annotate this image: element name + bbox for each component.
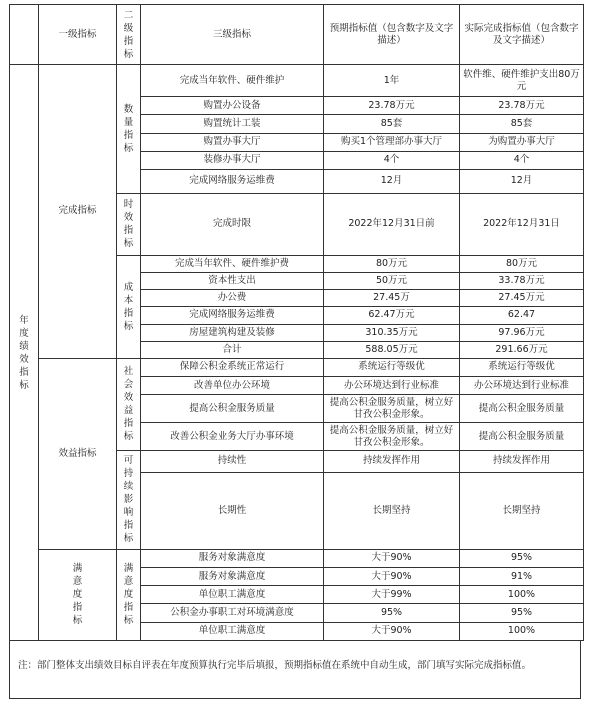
level3-indicator: 完成网络服务运维费 bbox=[141, 307, 324, 324]
table-row bbox=[10, 358, 584, 376]
header-level3: 三级指标 bbox=[141, 5, 324, 65]
level2-satisfaction: 满意度指标 bbox=[117, 549, 141, 640]
actual-value: 80万元 bbox=[460, 255, 584, 272]
target-value: 80万元 bbox=[324, 255, 460, 272]
level3-indicator: 单位职工满意度 bbox=[141, 586, 324, 604]
table-row bbox=[10, 549, 584, 567]
actual-value: 提高公积金服务质量 bbox=[460, 423, 584, 451]
actual-value: 23.78万元 bbox=[460, 97, 584, 115]
actual-value: 2022年12月31日 bbox=[460, 193, 584, 255]
actual-value: 100% bbox=[460, 622, 584, 640]
level3-indicator: 改善公积金业务大厅办事环境 bbox=[141, 423, 324, 451]
actual-value: 持续发挥作用 bbox=[460, 451, 584, 473]
actual-value: 办公环境达到行业标准 bbox=[460, 377, 584, 395]
level3-indicator: 提高公积金服务质量 bbox=[141, 395, 324, 423]
actual-value: 27.45万元 bbox=[460, 290, 584, 307]
header-actual-value: 实际完成指标值（包含数字及文字描述） bbox=[460, 5, 584, 65]
target-value: 大于90% bbox=[324, 622, 460, 640]
actual-value: 提高公积金服务质量 bbox=[460, 395, 584, 423]
level3-indicator: 改善单位办公环境 bbox=[141, 377, 324, 395]
target-value: 1年 bbox=[324, 65, 460, 97]
footnote: 注：部门整体支出绩效目标自评表在年度预算执行完毕后填报，预期指标值在系统中自动生成，部门填写实际完成指标值。 bbox=[9, 641, 581, 699]
actual-value: 系统运行等级优 bbox=[460, 358, 584, 376]
actual-value: 33.78万元 bbox=[460, 273, 584, 290]
target-value: 办公环境达到行业标准 bbox=[324, 377, 460, 395]
target-value: 提高公积金服务质量，树立好甘孜公积金形象。 bbox=[324, 423, 460, 451]
level3-indicator: 购置办事大厅 bbox=[141, 133, 324, 151]
level2-sustainable: 可持续影响指标 bbox=[117, 451, 141, 550]
actual-value: 95% bbox=[460, 604, 584, 622]
performance-indicator-table bbox=[9, 4, 584, 641]
level2-quantity: 数量指标 bbox=[117, 65, 141, 194]
target-value: 85套 bbox=[324, 115, 460, 133]
target-value: 系统运行等级优 bbox=[324, 358, 460, 376]
target-value: 62.47万元 bbox=[324, 307, 460, 324]
level3-indicator: 单位职工满意度 bbox=[141, 622, 324, 640]
level3-indicator: 办公费 bbox=[141, 290, 324, 307]
actual-value: 91% bbox=[460, 567, 584, 585]
target-value: 持续发挥作用 bbox=[324, 451, 460, 473]
level3-indicator: 完成网络服务运维费 bbox=[141, 170, 324, 194]
actual-value: 12月 bbox=[460, 170, 584, 194]
actual-value: 100% bbox=[460, 586, 584, 604]
level3-indicator: 持续性 bbox=[141, 451, 324, 473]
target-value: 提高公积金服务质量，树立好甘孜公积金形象。 bbox=[324, 395, 460, 423]
target-value: 长期坚持 bbox=[324, 472, 460, 549]
level1-completion: 完成指标 bbox=[39, 65, 117, 359]
target-value: 4个 bbox=[324, 151, 460, 169]
level3-indicator: 服务对象满意度 bbox=[141, 549, 324, 567]
target-value: 50万元 bbox=[324, 273, 460, 290]
target-value: 购买1个管理部办事大厅 bbox=[324, 133, 460, 151]
actual-value: 95% bbox=[460, 549, 584, 567]
level3-indicator: 完成当年软件、硬件维护 bbox=[141, 65, 324, 97]
level3-indicator: 购置办公设备 bbox=[141, 97, 324, 115]
table-row bbox=[10, 65, 584, 97]
target-value: 12月 bbox=[324, 170, 460, 194]
level3-indicator: 完成时限 bbox=[141, 193, 324, 255]
target-value: 588.05万元 bbox=[324, 341, 460, 358]
actual-value: 85套 bbox=[460, 115, 584, 133]
level2-cost: 成本指标 bbox=[117, 255, 141, 358]
target-value: 310.35万元 bbox=[324, 324, 460, 341]
target-value: 23.78万元 bbox=[324, 97, 460, 115]
target-value: 大于99% bbox=[324, 586, 460, 604]
header-level2: 二级指标 bbox=[117, 5, 141, 65]
level1-satisfaction: 满意度指标 bbox=[39, 549, 117, 640]
level2-timeliness: 时效指标 bbox=[117, 193, 141, 255]
target-value: 大于90% bbox=[324, 567, 460, 585]
level3-indicator: 完成当年软件、硬件维护费 bbox=[141, 255, 324, 272]
actual-value: 97.96万元 bbox=[460, 324, 584, 341]
level3-indicator: 长期性 bbox=[141, 472, 324, 549]
target-value: 27.45万 bbox=[324, 290, 460, 307]
target-value: 大于90% bbox=[324, 549, 460, 567]
header-corner-cell bbox=[10, 5, 39, 65]
level3-indicator: 装修办事大厅 bbox=[141, 151, 324, 169]
annual-indicator-label: 年度绩效指标 bbox=[10, 65, 39, 641]
actual-value: 为购置办事大厅 bbox=[460, 133, 584, 151]
header-level1: 一级指标 bbox=[39, 5, 117, 65]
actual-value: 62.47 bbox=[460, 307, 584, 324]
level1-benefit: 效益指标 bbox=[39, 358, 117, 549]
level2-social: 社会效益指标 bbox=[117, 358, 141, 450]
level3-indicator: 合计 bbox=[141, 341, 324, 358]
actual-value: 长期坚持 bbox=[460, 472, 584, 549]
level3-indicator: 服务对象满意度 bbox=[141, 567, 324, 585]
actual-value: 4个 bbox=[460, 151, 584, 169]
level3-indicator: 购置统计工装 bbox=[141, 115, 324, 133]
header-target-value: 预期指标值（包含数字及文字描述） bbox=[324, 5, 460, 65]
actual-value: 软件维、硬件维护支出80万元 bbox=[460, 65, 584, 97]
level3-indicator: 公积金办事职工对环境满意度 bbox=[141, 604, 324, 622]
target-value: 2022年12月31日前 bbox=[324, 193, 460, 255]
actual-value: 291.66万元 bbox=[460, 341, 584, 358]
table-header-row bbox=[10, 5, 584, 65]
target-value: 95% bbox=[324, 604, 460, 622]
level3-indicator: 保障公积金系统正常运行 bbox=[141, 358, 324, 376]
level3-indicator: 房屋建筑构建及装修 bbox=[141, 324, 324, 341]
level3-indicator: 资本性支出 bbox=[141, 273, 324, 290]
